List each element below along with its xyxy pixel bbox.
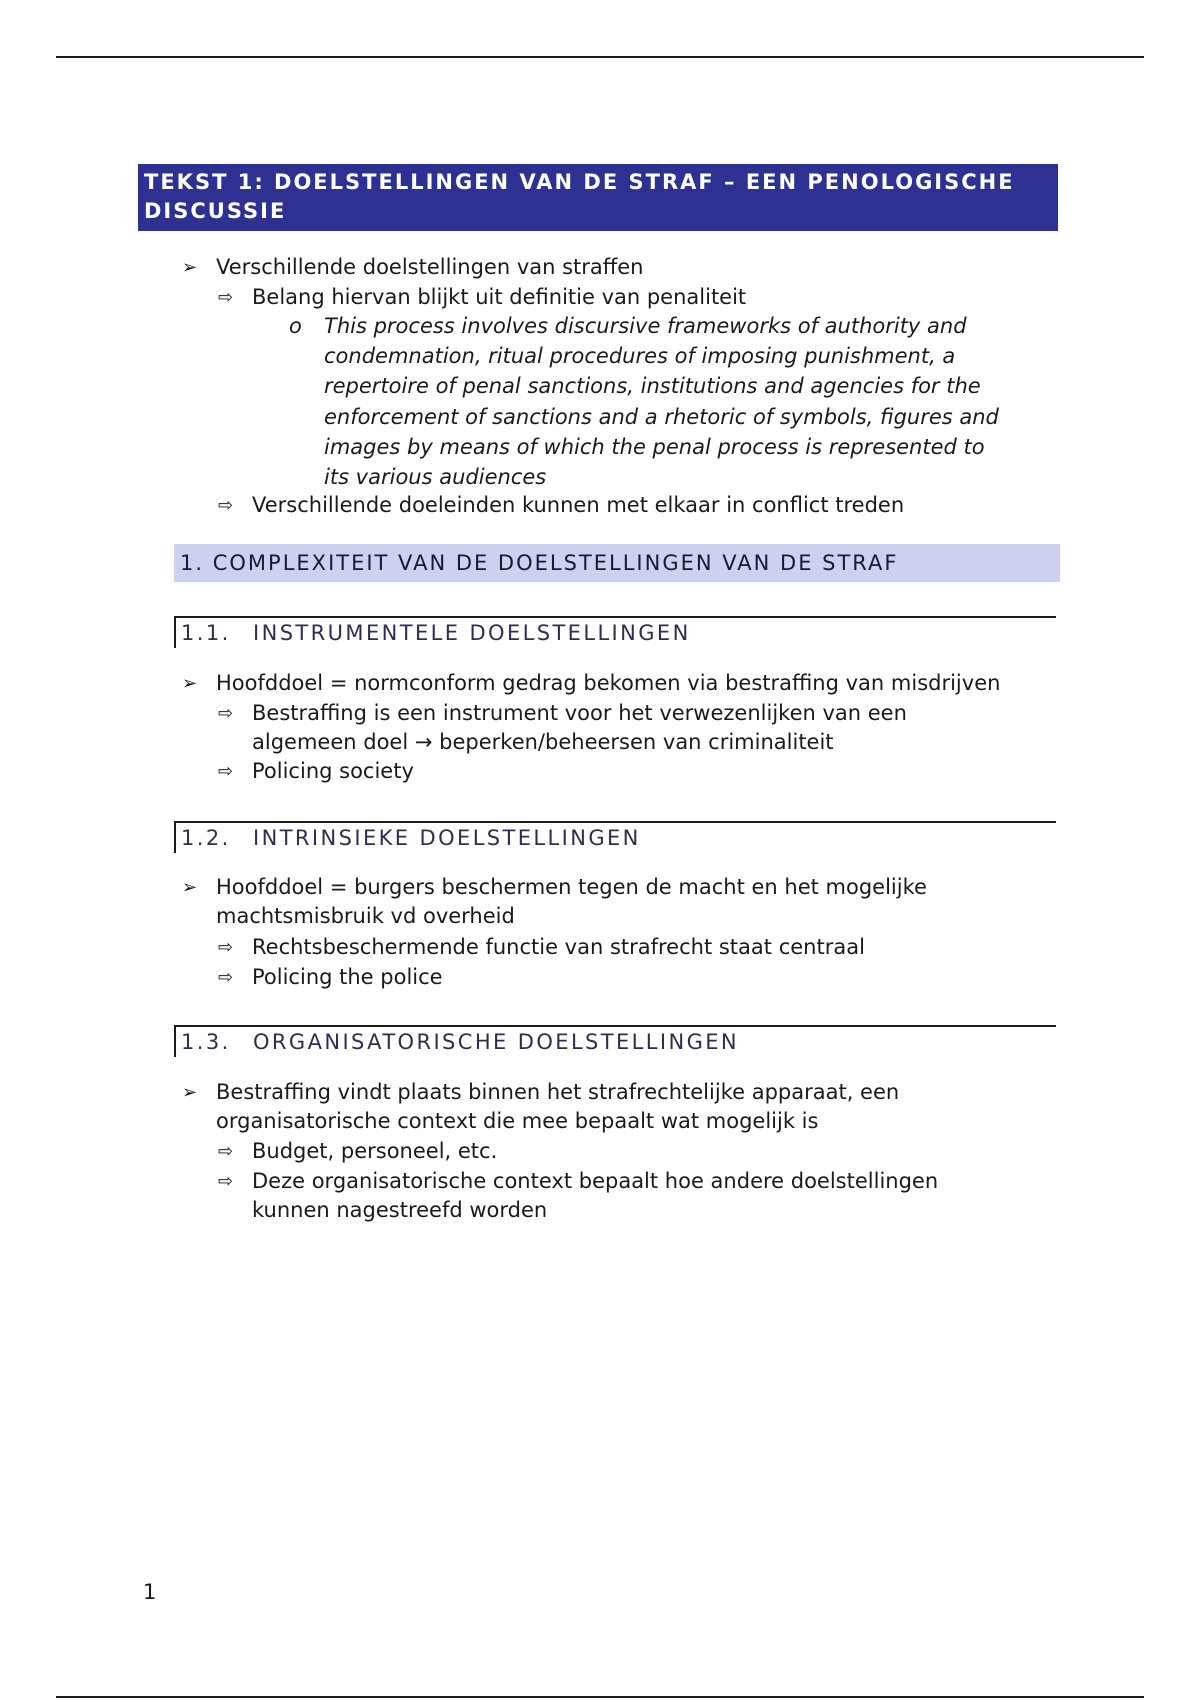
header-rule	[56, 56, 1144, 58]
quote-line: images by means of which the penal process is represented to	[324, 434, 985, 459]
arrowhead-bullet-icon: ➢	[182, 673, 198, 694]
arrow-bullet-icon: ⇨	[218, 287, 234, 308]
bullet-text: Bestraffing vindt plaats binnen het strafrechtelijke apparaat, een	[216, 1080, 900, 1104]
quote-line: enforcement of sanctions and a rhetoric of symbols, figures and	[324, 404, 999, 429]
arrowhead-bullet-icon: ➢	[182, 877, 198, 898]
section-title: COMPLEXITEIT VAN DE DOELSTELLINGEN VAN DE STRAF	[212, 551, 899, 575]
arrow-bullet-icon: ⇨	[218, 761, 234, 782]
page-number: 1	[143, 1580, 157, 1604]
right-arrow-icon: →	[414, 730, 433, 754]
section-number: 1.	[180, 551, 205, 575]
arrow-bullet-icon: ⇨	[218, 937, 234, 958]
list-item	[218, 283, 747, 312]
bullet-text-continued: machtsmisbruik vd overheid	[216, 904, 515, 928]
bullet-text: Rechtsbeschermende functie van strafrecht staat centraal	[252, 935, 865, 959]
subsection-number: 1.3.	[181, 1030, 231, 1054]
bullet-text-part: beperken/beheersen van criminaliteit	[439, 730, 834, 754]
subsection-number: 1.2.	[181, 826, 231, 850]
list-item	[182, 873, 927, 931]
subsection-title: INSTRUMENTELE DOELSTELLINGEN	[253, 621, 691, 645]
list-item	[218, 963, 443, 992]
list-item	[182, 253, 644, 282]
arrow-bullet-icon: ⇨	[218, 1171, 234, 1192]
bullet-text-continued: organisatorische context die mee bepaalt wat mogelijk is	[216, 1109, 819, 1133]
bullet-text-continued	[252, 728, 907, 757]
arrow-bullet-icon: ⇨	[218, 703, 234, 724]
footer-rule	[56, 1696, 1144, 1698]
section-heading	[174, 544, 1060, 582]
list-item	[218, 491, 905, 520]
quote-line: its various audiences	[324, 465, 547, 490]
bullet-text-continued: kunnen nagestreefd worden	[252, 1198, 548, 1222]
bullet-text: Policing the police	[252, 965, 443, 989]
bullet-text: Belang hiervan blijkt uit definitie van penaliteit	[252, 285, 747, 309]
list-item	[218, 933, 865, 962]
bullet-text: Hoofddoel = normconform gedrag bekomen via bestraffing van misdrijven	[216, 671, 1001, 695]
list-item	[218, 757, 414, 786]
list-item	[182, 1078, 900, 1136]
subsection-title: INTRINSIEKE DOELSTELLINGEN	[253, 826, 641, 850]
bullet-text: Verschillende doelstellingen van straffen	[216, 255, 644, 279]
subsection-number: 1.1.	[181, 621, 231, 645]
arrow-bullet-icon: ⇨	[218, 495, 234, 516]
arrow-bullet-icon: ⇨	[218, 967, 234, 988]
subsection-heading	[174, 616, 1056, 648]
bullet-text: Budget, personeel, etc.	[252, 1139, 498, 1163]
subsection-heading	[174, 1025, 1056, 1057]
bullet-text: Hoofddoel = burgers beschermen tegen de macht en het mogelijke	[216, 875, 927, 899]
arrowhead-bullet-icon: ➢	[182, 257, 198, 278]
subsection-heading	[174, 821, 1056, 853]
arrow-bullet-icon: ⇨	[218, 1141, 234, 1162]
arrowhead-bullet-icon: ➢	[182, 1082, 198, 1103]
bullet-text: Policing society	[252, 759, 414, 783]
bullet-text: Deze organisatorische context bepaalt hoe andere doelstellingen	[252, 1169, 939, 1193]
document-title: TEKST 1: DOELSTELLINGEN VAN DE STRAF – EEN PENOLOGISCHE DISCUSSIE	[138, 164, 1058, 231]
circle-bullet-icon: o	[289, 314, 302, 338]
list-item	[218, 699, 907, 757]
quote-block	[289, 311, 1060, 492]
bullet-text-part: algemeen doel	[252, 730, 409, 754]
quote-line: This process involves discursive frameworks of authority and	[324, 314, 967, 338]
list-item	[218, 1167, 939, 1225]
subsection-title: ORGANISATORISCHE DOELSTELLINGEN	[253, 1030, 740, 1054]
list-item	[218, 1137, 498, 1166]
bullet-text: Bestraffing is een instrument voor het verwezenlijken van een	[252, 701, 907, 725]
list-item	[182, 669, 1001, 698]
quote-line: repertoire of penal sanctions, institutions and agencies for the	[324, 374, 981, 399]
quote-line: condemnation, ritual procedures of imposing punishment, a	[324, 344, 956, 369]
bullet-text: Verschillende doeleinden kunnen met elkaar in conflict treden	[252, 493, 905, 517]
